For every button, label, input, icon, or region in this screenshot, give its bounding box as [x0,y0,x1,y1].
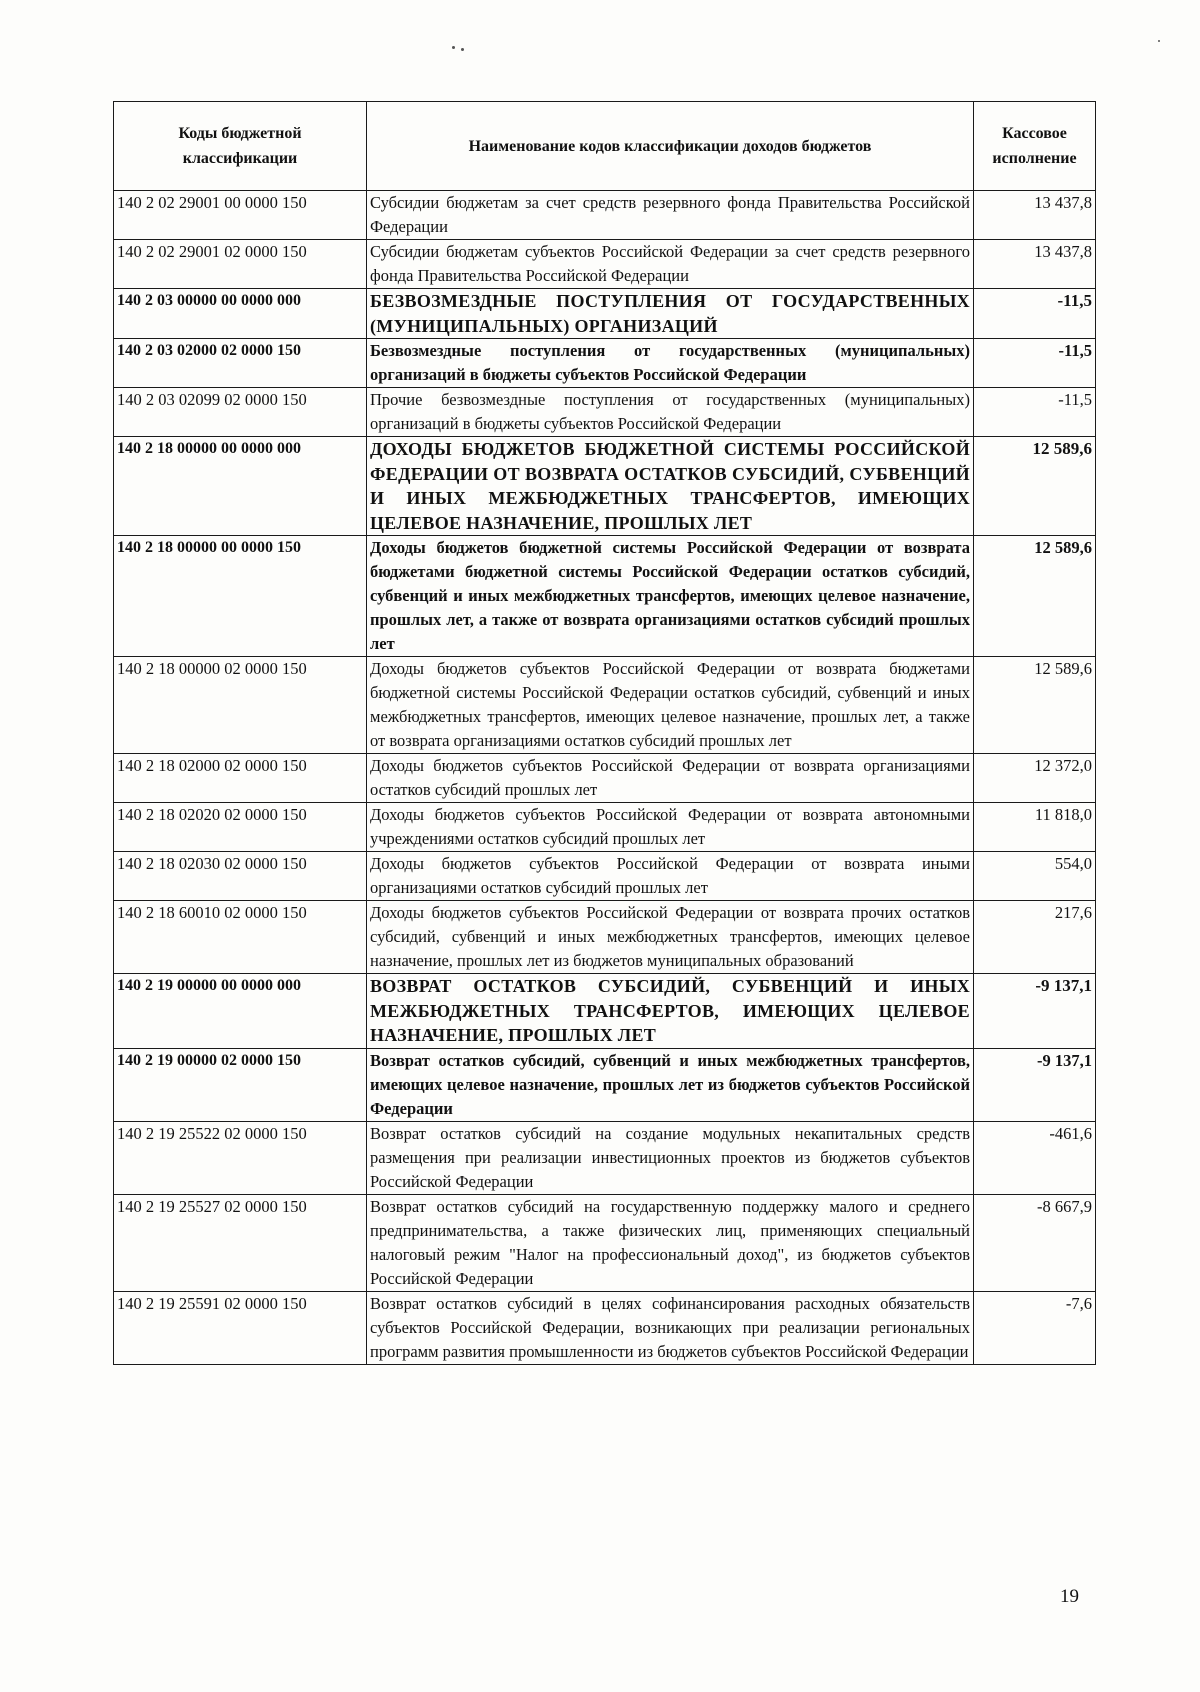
row-code: 140 2 19 25591 02 0000 150 [114,1291,367,1364]
table-row [114,388,1096,437]
table-row [114,1194,1096,1291]
row-code: 140 2 03 02000 02 0000 150 [114,339,367,388]
table-row [114,437,1096,536]
row-code: 140 2 02 29001 00 0000 150 [114,191,367,240]
row-amount: -9 137,1 [974,1048,1096,1121]
row-amount: 13 437,8 [974,240,1096,289]
row-name: Доходы бюджетов субъектов Российской Федерации от возврата иными организациями остатков субсидий прошлых лет [367,852,974,901]
header-amount: Кассовое исполнение [974,102,1096,191]
row-code: 140 2 18 60010 02 0000 150 [114,901,367,974]
row-code: 140 2 19 00000 00 0000 000 [114,974,367,1049]
row-name: Доходы бюджетов субъектов Российской Федерации от возврата автономными учреждениями остатков субсидий прошлых лет [367,803,974,852]
budget-revenue-table [113,101,1096,1365]
row-name: БЕЗВОЗМЕЗДНЫЕ ПОСТУПЛЕНИЯ ОТ ГОСУДАРСТВЕННЫХ (МУНИЦИПАЛЬНЫХ) ОРГАНИЗАЦИЙ [367,289,974,339]
row-code: 140 2 03 02099 02 0000 150 [114,388,367,437]
row-name: Возврат остатков субсидий на создание модульных некапитальных средств размещения при реализации инвестиционных проектов из бюджетов субъектов Российской Федерации [367,1121,974,1194]
row-amount: 217,6 [974,901,1096,974]
table-row [114,1291,1096,1364]
row-code: 140 2 18 02030 02 0000 150 [114,852,367,901]
row-amount: -461,6 [974,1121,1096,1194]
row-name: Прочие безвозмездные поступления от государственных (муниципальных) организаций в бюджеты субъектов Российской Федерации [367,388,974,437]
table-row [114,191,1096,240]
table-row [114,289,1096,339]
table-row [114,754,1096,803]
table-row [114,240,1096,289]
row-name: Возврат остатков субсидий на государственную поддержку малого и среднего предпринимательства, а также физических лиц, применяющих специальный налоговый режим "Налог на профессиональный доход", из бюджетов субъектов Российской Федерации [367,1194,974,1291]
table-row [114,339,1096,388]
table-row [114,974,1096,1049]
row-code: 140 2 18 00000 02 0000 150 [114,657,367,754]
row-name: Субсидии бюджетам за счет средств резервного фонда Правительства Российской Федерации [367,191,974,240]
row-amount: -7,6 [974,1291,1096,1364]
row-amount: 12 589,6 [974,536,1096,657]
table-row [114,852,1096,901]
row-name: ВОЗВРАТ ОСТАТКОВ СУБСИДИЙ, СУБВЕНЦИЙ И ИНЫХ МЕЖБЮДЖЕТНЫХ ТРАНСФЕРТОВ, ИМЕЮЩИХ ЦЕЛЕВОЕ НАЗНАЧЕНИЕ, ПРОШЛЫХ ЛЕТ [367,974,974,1049]
row-code: 140 2 18 00000 00 0000 000 [114,437,367,536]
row-amount: -9 137,1 [974,974,1096,1049]
row-code: 140 2 18 00000 00 0000 150 [114,536,367,657]
row-code: 140 2 19 25522 02 0000 150 [114,1121,367,1194]
header-name: Наименование кодов классификации доходов бюджетов [367,102,974,191]
row-name: ДОХОДЫ БЮДЖЕТОВ БЮДЖЕТНОЙ СИСТЕМЫ РОССИЙСКОЙ ФЕДЕРАЦИИ ОТ ВОЗВРАТА ОСТАТКОВ СУБСИДИЙ, СУБВЕНЦИЙ И ИНЫХ МЕЖБЮДЖЕТНЫХ ТРАНСФЕРТОВ, ИМЕЮЩИХ ЦЕЛЕВОЕ НАЗНАЧЕНИЕ, ПРОШЛЫХ ЛЕТ [367,437,974,536]
row-amount: 12 589,6 [974,437,1096,536]
table-row [114,657,1096,754]
row-name: Субсидии бюджетам субъектов Российской Федерации за счет средств резервного фонда Правительства Российской Федерации [367,240,974,289]
row-code: 140 2 18 02020 02 0000 150 [114,803,367,852]
row-amount: -11,5 [974,339,1096,388]
table-row [114,901,1096,974]
header-code: Коды бюджетной классификации [114,102,367,191]
scan-speck [452,46,455,49]
row-name: Безвозмездные поступления от государственных (муниципальных) организаций в бюджеты субъектов Российской Федерации [367,339,974,388]
row-name: Доходы бюджетов субъектов Российской Федерации от возврата прочих остатков субсидий, субвенций и иных межбюджетных трансфертов, имеющих целевое назначение, прошлых лет из бюджетов муниципальных образований [367,901,974,974]
row-code: 140 2 19 00000 02 0000 150 [114,1048,367,1121]
row-name: Доходы бюджетов субъектов Российской Федерации от возврата бюджетами бюджетной системы Российской Федерации остатков субсидий, субвенций и иных межбюджетных трансфертов, имеющих целевое назначение, прошлых лет, а также от возврата организациями остатков субсидий прошлых лет [367,657,974,754]
table-row [114,1121,1096,1194]
row-name: Возврат остатков субсидий, субвенций и иных межбюджетных трансфертов, имеющих целевое назначение, прошлых лет из бюджетов субъектов Российской Федерации [367,1048,974,1121]
row-name: Доходы бюджетов бюджетной системы Российской Федерации от возврата бюджетами бюджетной системы Российской Федерации остатков субсидий, субвенций и иных межбюджетных трансфертов, имеющих целевое назначение, прошлых лет, а также от возврата организациями остатков субсидий прошлых лет [367,536,974,657]
row-code: 140 2 19 25527 02 0000 150 [114,1194,367,1291]
table-header-row [114,102,1096,191]
row-code: 140 2 18 02000 02 0000 150 [114,754,367,803]
scan-speck [1158,40,1160,42]
row-amount: -8 667,9 [974,1194,1096,1291]
row-code: 140 2 02 29001 02 0000 150 [114,240,367,289]
scan-speck [461,48,464,51]
page-number: 19 [1060,1586,1079,1607]
row-name: Возврат остатков субсидий в целях софинансирования расходных обязательств субъектов Российской Федерации, возникающих при реализации региональных программ развития промышленности из бюджетов субъектов Российской Федерации [367,1291,974,1364]
row-name: Доходы бюджетов субъектов Российской Федерации от возврата организациями остатков субсидий прошлых лет [367,754,974,803]
row-amount: 13 437,8 [974,191,1096,240]
row-amount: 11 818,0 [974,803,1096,852]
table-row [114,536,1096,657]
row-code: 140 2 03 00000 00 0000 000 [114,289,367,339]
row-amount: 12 589,6 [974,657,1096,754]
row-amount: -11,5 [974,289,1096,339]
row-amount: 12 372,0 [974,754,1096,803]
table-row [114,1048,1096,1121]
row-amount: 554,0 [974,852,1096,901]
table-row [114,803,1096,852]
row-amount: -11,5 [974,388,1096,437]
